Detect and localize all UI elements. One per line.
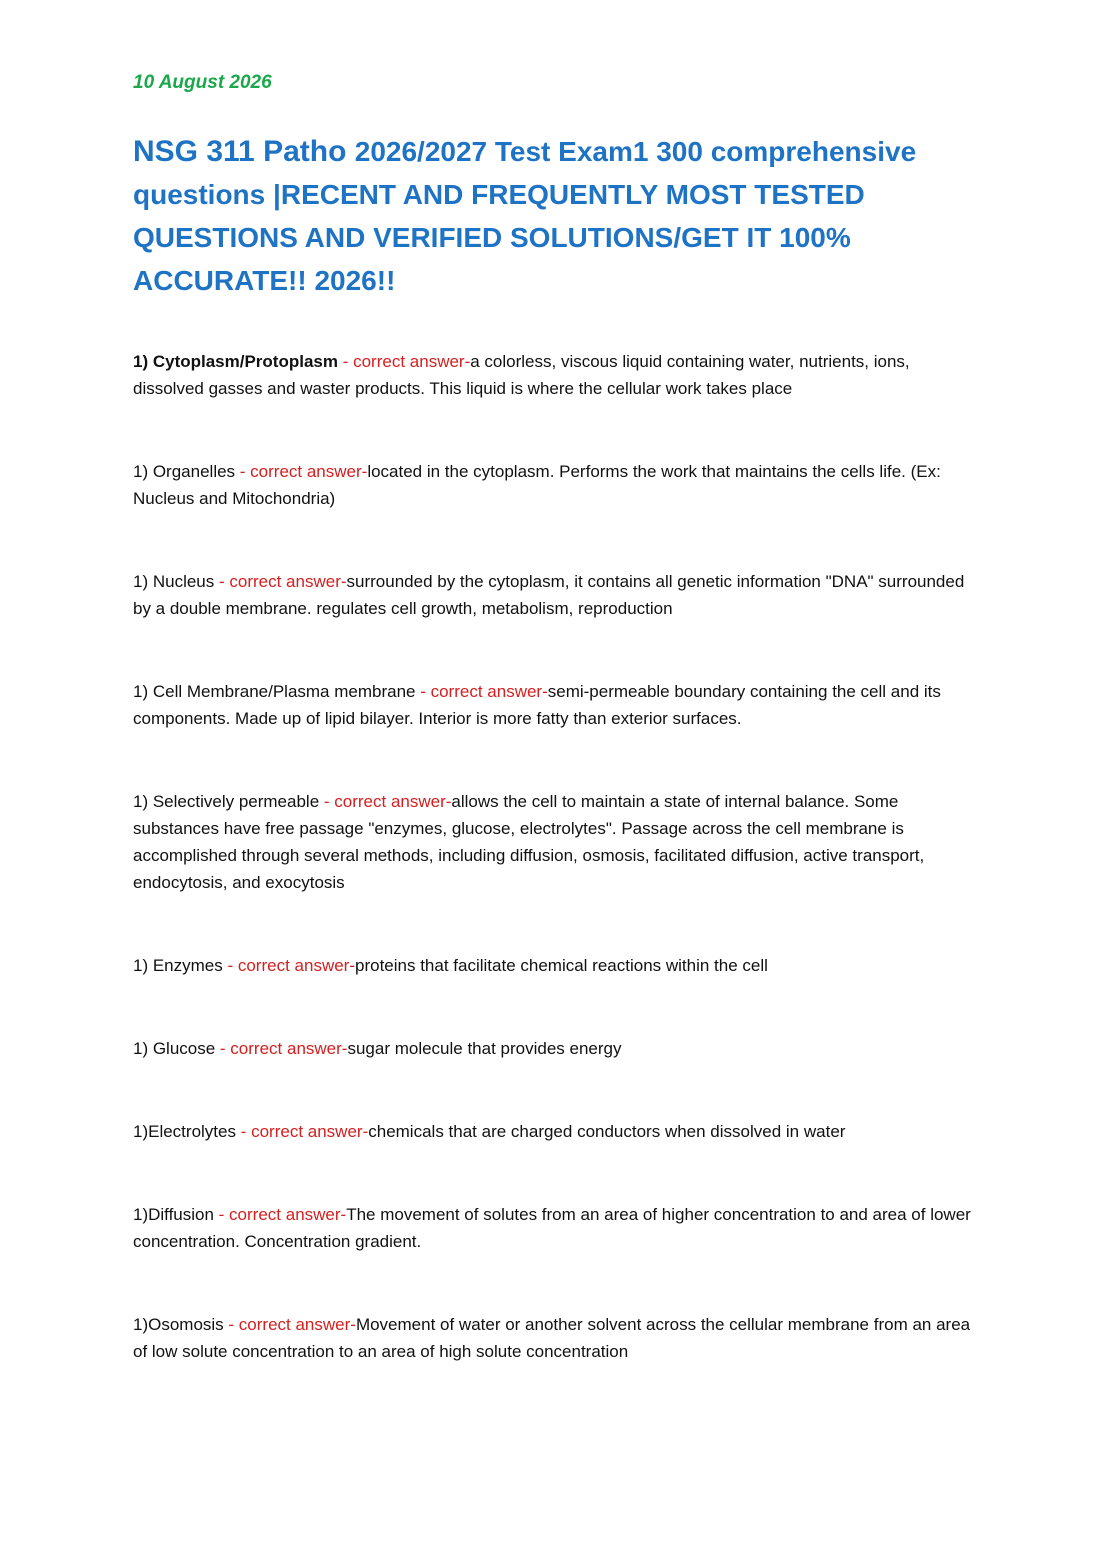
document-date: 10 August 2026	[133, 72, 272, 93]
qa-separator: - correct answer-	[215, 1039, 348, 1058]
qa-answer: chemicals that are charged conductors when dissolved in water	[368, 1122, 846, 1141]
qa-entry	[133, 458, 973, 512]
qa-term: 1) Enzymes	[133, 956, 223, 975]
qa-entry	[133, 1118, 973, 1145]
qa-answer: Movement of water or another solvent across the cellular membrane from an area of low solute concentration to an area of high solute concentration	[133, 1315, 971, 1361]
qa-entry	[133, 678, 973, 732]
qa-separator: - correct answer-	[415, 682, 548, 701]
qa-entry	[133, 348, 973, 402]
qa-term: 1)Osomosis	[133, 1315, 224, 1334]
qa-separator: - correct answer-	[319, 792, 452, 811]
qa-answer: located in the cytoplasm. Performs the work that maintains the cells life. (Ex: Nucleus and Mitochondria)	[133, 462, 941, 508]
document-title	[133, 130, 973, 302]
qa-answer: proteins that facilitate chemical reactions within the cell	[355, 956, 768, 975]
document-page	[133, 70, 973, 1421]
title-lead: NSG 311 Patho	[133, 135, 355, 168]
qa-term: 1) Selectively permeable	[133, 792, 320, 811]
qa-separator: - correct answer-	[214, 572, 347, 591]
qa-entry	[133, 1035, 973, 1062]
qa-term: 1)Diffusion	[133, 1205, 214, 1224]
qa-list	[133, 348, 973, 1365]
qa-term: 1) Organelles	[133, 462, 236, 481]
qa-separator: - correct answer-	[338, 352, 471, 371]
qa-separator: - correct answer-	[213, 1205, 347, 1224]
qa-term: 1)Electrolytes	[133, 1122, 236, 1141]
qa-answer: surrounded by the cytoplasm, it contains all genetic information "DNA" surrounded by a double membrane. regulates cell growth, metabolism, reproduction	[133, 572, 965, 618]
qa-entry	[133, 1311, 973, 1365]
title-rest: 2026/2027 Test Exam1 300 comprehensive questions |RECENT AND FREQUENTLY MOST TESTED QUESTIONS AND VERIFIED SOLUTIONS/GET IT 100% ACCURATE!! 2026!!	[133, 136, 917, 296]
qa-term: 1) Cell Membrane/Plasma membrane	[133, 682, 416, 701]
qa-answer: sugar molecule that provides energy	[347, 1039, 622, 1058]
qa-term: 1) Cytoplasm/Protoplasm	[133, 352, 338, 371]
qa-term: 1) Nucleus	[133, 572, 215, 591]
qa-entry	[133, 788, 973, 896]
qa-answer: a colorless, viscous liquid containing water, nutrients, ions, dissolved gasses and waster products. This liquid is where the cellular work takes place	[133, 352, 910, 398]
qa-entry	[133, 568, 973, 622]
qa-separator: - correct answer-	[222, 956, 355, 975]
qa-term: 1) Glucose	[133, 1039, 216, 1058]
qa-separator: - correct answer-	[235, 462, 368, 481]
qa-entry	[133, 952, 973, 979]
qa-separator: - correct answer-	[223, 1315, 356, 1334]
qa-answer: allows the cell to maintain a state of internal balance. Some substances have free passage "enzymes, glucose, electrolytes". Passage across the cell membrane is accomplished through several methods, including diffusion, osmosis, facilitated diffusion, active transport, endocytosis, and exocytosis	[133, 792, 925, 892]
qa-separator: - correct answer-	[235, 1122, 369, 1141]
qa-answer: semi-permeable boundary containing the cell and its components. Made up of lipid bilayer. Interior is more fatty than exterior surfaces.	[133, 682, 941, 728]
qa-answer: The movement of solutes from an area of higher concentration to and area of lower concentration. Concentration gradient.	[133, 1205, 971, 1251]
qa-entry	[133, 1201, 973, 1255]
